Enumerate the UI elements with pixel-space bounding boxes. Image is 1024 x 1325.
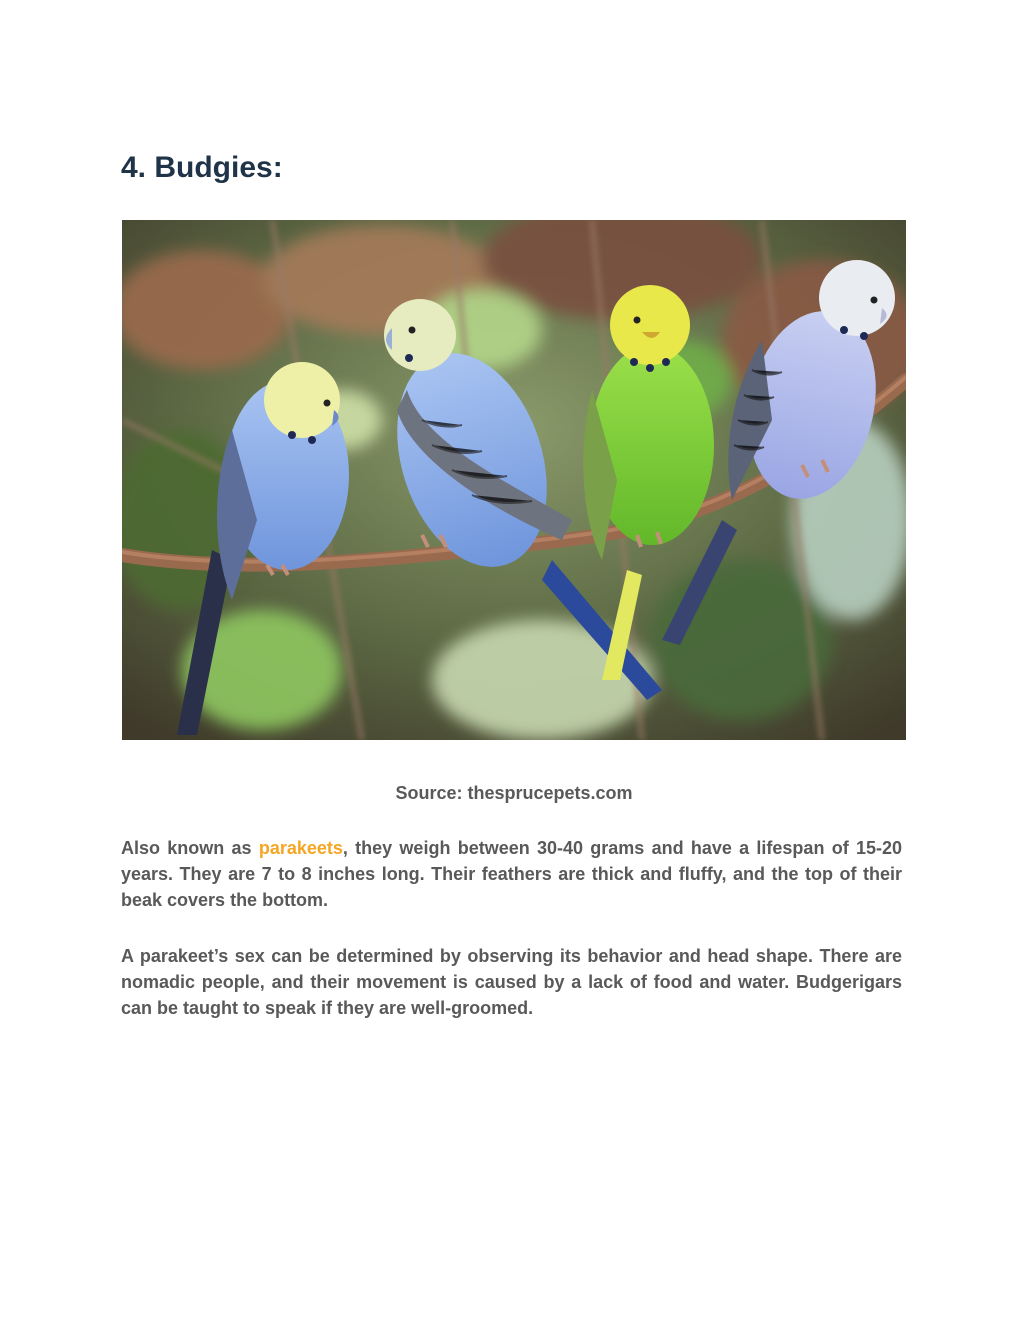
page-title: 4. Budgies: xyxy=(121,151,283,184)
paragraph-behavior: A parakeet’s sex can be determined by observing its behavior and head shape. There are nomadic people, and their movement is caused by a lack of food and water. Budgerigars can be taught to speak if they are well-groomed. xyxy=(121,946,902,1018)
paragraph-intro xyxy=(121,835,902,913)
paragraph-intro-after: , they weigh between 30-40 grams and have a lifespan of 15-20 years. They are 7 to 8 inches long. Their feathers are thick and fluffy, and the top of their beak covers the bottom. xyxy=(121,838,902,910)
parakeets-link[interactable]: parakeets xyxy=(258,838,343,858)
image-caption: Source: thesprucepets.com xyxy=(395,783,633,803)
budgie-photo xyxy=(122,220,906,740)
paragraph-intro-before: Also known as xyxy=(121,838,259,858)
